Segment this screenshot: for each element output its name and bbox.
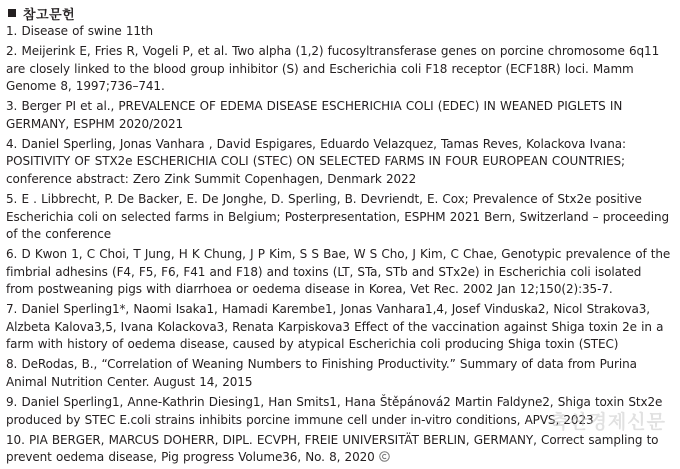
section-title: 참고문헌 xyxy=(23,7,76,23)
reference-text: 8. DeRodas, B., “Correlation of Weaning Numbers to Finishing Productivity.” Summary of data from Purina Animal Nutrition Center. August 14, 2015 xyxy=(6,357,637,390)
reference-text-content: 10. PIA BERGER, MARCUS DOHERR, DIPL. ECVPH, FREIE UNIVERSITÄT BERLIN, GERMANY, Correct sampling to prevent oedema disease, Pig progress Volume36, No. 8, 2020 xyxy=(6,432,659,465)
reference-item-1 xyxy=(6,23,672,41)
reference-item-7 xyxy=(6,301,672,354)
reference-text xyxy=(6,432,672,467)
reference-item-4 xyxy=(6,136,672,189)
reference-text: 4. Daniel Sperling, Jonas Vanhara , David Espigares, Eduardo Velazquez, Tamas Reves, Kolackova Ivana: POSITIVITY OF STX2e ESCHERICHIA COLI (STEC) ON SELECTED FARMS IN FOUR EUROPEAN COUNTRIES; conference abstract: Zero Zink Summit Copenhagen, Denmark 2022 xyxy=(6,136,626,186)
reference-item-6 xyxy=(6,246,672,299)
reference-item-8 xyxy=(6,356,672,391)
reference-item-10 xyxy=(6,432,672,467)
reference-item-9 xyxy=(6,394,672,429)
reference-text: 1. Disease of swine 11th xyxy=(6,24,154,38)
bullet-square-icon xyxy=(8,9,16,17)
reference-text: 5. E . Libbrecht, P. De Backer, E. De Jonghe, D. Sperling, B. Devriendt, E. Cox; Prevalence of Stx2e positive Escherichia coli on selected farms in Belgium; Posterpresentation, ESPHM 2021 Bern, Switzerland – proceeding of the conference xyxy=(6,191,669,242)
section-heading xyxy=(8,3,75,23)
reference-item-5 xyxy=(6,191,672,244)
copyright-icon xyxy=(379,451,390,462)
reference-text: 9. Daniel Sperling1, Anne-Kathrin Diesing1, Han Smits1, Hana Štěpánová2 Martin Faldyne2, Shiga toxin Stx2e produced by STEC E.coli strains inhibits porcine immune cell under in-vitro conditions, APVS, 2023 xyxy=(6,395,663,427)
reference-text: 6. D Kwon 1, C Choi, T Jung, H K Chung, J P Kim, S S Bae, W S Cho, J Kim, C Chae, Genotypic prevalence of the fimbrial adhesins (F4, F5, F6, F41 and F18) and toxins (LT, STa, STb and STx2e) in Escherichia coli isolated from postweaning pigs with diarrhoea or oedema disease in Korea, Vet Rec. 2002 Jan 12;150(2):35-7. xyxy=(6,247,671,297)
reference-text: 7. Daniel Sperling1*, Naomi Isaka1, Hamadi Karembe1, Jonas Vanhara1,4, Josef Vinduska2, Nicol Strakova3, Alzbeta Kalova3,5, Ivana Kolackova3, Renata Karpiskova3 Effect of the vaccination against Shiga toxin 2e in a farm with history of oedema disease, caused by atypical Escherichia coli producing Shiga toxin (STEC) xyxy=(6,302,664,352)
reference-item-2 xyxy=(6,43,672,96)
reference-text: 3. Berger PI et al., PREVALENCE OF EDEMA DISEASE ESCHERICHIA COLI (EDEC) IN WEANED PIGLETS IN GERMANY, ESPHM 2020/2021 xyxy=(6,99,623,131)
reference-text: 2. Meijerink E, Fries R, Vogeli P, et al. Two alpha (1,2) fucosyltransferase genes on porcine chromosome 6q11 are closely linked to the blood group inhibitor (S) and Escherichia coli F18 receptor (ECF18R) loci. Mamm Genome 8, 1997;736–741. xyxy=(6,43,660,94)
reference-list xyxy=(6,23,672,469)
newspaper-watermark: 축산경제신문 xyxy=(549,411,666,433)
reference-item-3 xyxy=(6,98,672,133)
